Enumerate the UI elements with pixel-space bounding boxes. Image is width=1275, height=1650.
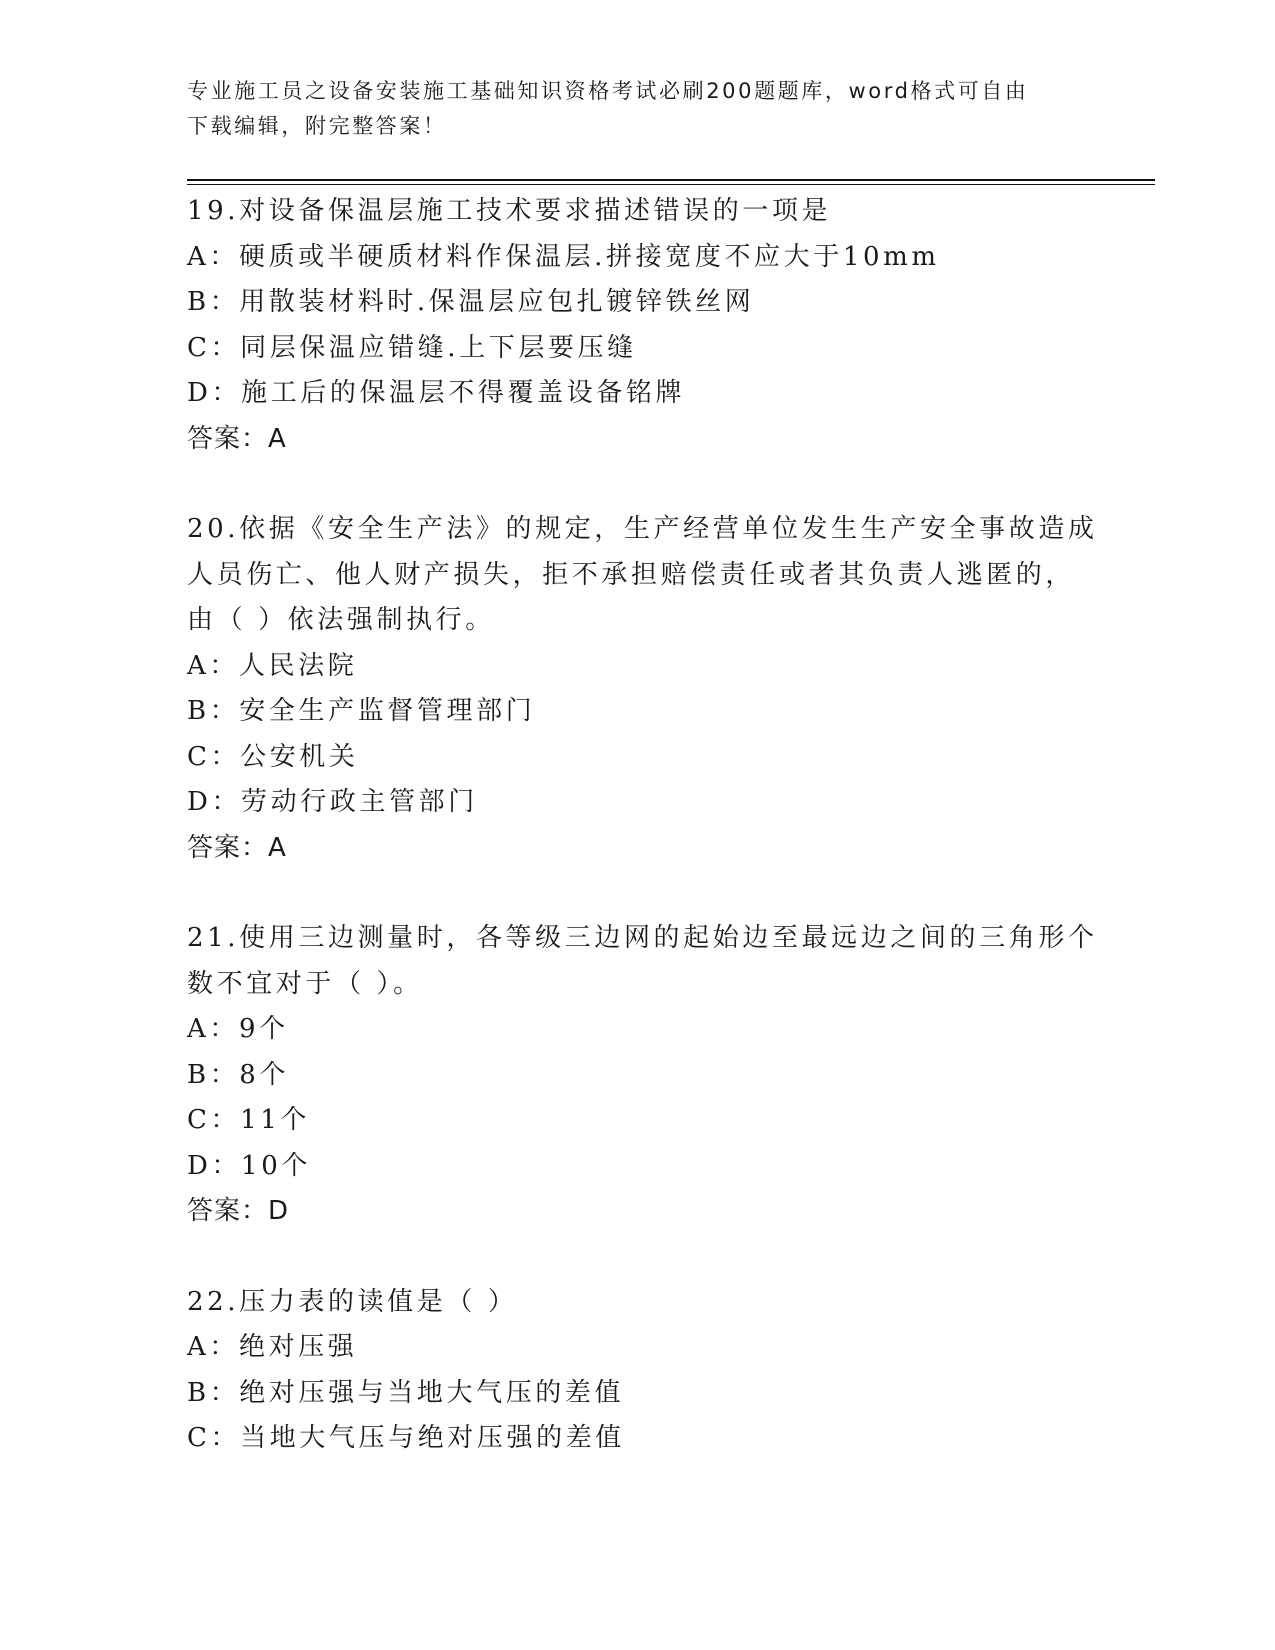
answer-label: 答案： <box>187 423 269 454</box>
question-stem: 数不宜对于（ ）。 <box>187 968 423 999</box>
option-d: D：施工后的保温层不得覆盖设备铭牌 <box>187 378 686 408</box>
option-b: B：用散装材料时.保温层应包扎镀锌铁丝网 <box>187 287 755 317</box>
question-stem: 20.依据《安全生产法》的规定，生产经营单位发生生产安全事故造成 <box>187 514 1098 544</box>
option-c: C：公安机关 <box>187 741 359 772</box>
option-a: A：9个 <box>187 1014 289 1044</box>
option-d: D：劳动行政主管部门 <box>187 787 478 817</box>
question-stem: 19.对设备保温层施工技术要求描述错误的一项是 <box>187 196 832 226</box>
option-b: B：绝对压强与当地大气压的差值 <box>187 1377 625 1408</box>
question-19 <box>187 189 1087 462</box>
option-c: C：11个 <box>187 1105 310 1135</box>
question-stem: 21.使用三边测量时，各等级三边网的起始边至最远边之间的三角形个 <box>187 923 1098 953</box>
question-22 <box>187 1280 1087 1462</box>
header-line-2: 下载编辑，附完整答案！ <box>187 114 447 138</box>
option-d: D：10个 <box>187 1150 311 1181</box>
header-divider-thin <box>187 184 1155 185</box>
question-stem: 由（ ）依法强制执行。 <box>187 605 495 635</box>
option-b: B：安全生产监督管理部门 <box>187 696 536 726</box>
option-a: A：硬质或半硬质材料作保温层.拼接宽度不应大于10mm <box>187 241 940 272</box>
option-c: C：同层保温应错缝.上下层要压缝 <box>187 332 637 363</box>
answer-value: D <box>268 1196 290 1226</box>
answer <box>187 417 1087 463</box>
answer <box>187 826 1087 872</box>
header-divider-thick <box>187 179 1155 181</box>
question-21 <box>187 916 1098 1235</box>
question-stem: 22.压力表的读值是（ ） <box>187 1286 518 1317</box>
question-stem: 人员伤亡、他人财产损失，拒不承担赔偿责任或者其负责人逃匿的， <box>187 559 1076 590</box>
document-header <box>187 74 1067 144</box>
option-a: A：绝对压强 <box>187 1332 358 1362</box>
question-list <box>187 189 1098 1507</box>
answer-value: A <box>268 832 287 863</box>
answer-label: 答案： <box>187 832 269 863</box>
option-b: B：8个 <box>187 1059 290 1090</box>
answer-value: A <box>268 423 287 454</box>
question-20 <box>187 507 1098 871</box>
option-a: A：人民法院 <box>187 650 358 681</box>
answer <box>187 1189 1087 1235</box>
header-line-1: 专业施工员之设备安装施工基础知识资格考试必刷200题题库，word格式可自由 <box>187 79 1029 103</box>
answer-label: 答案： <box>187 1196 269 1226</box>
option-c: C：当地大气压与绝对压强的差值 <box>187 1423 625 1453</box>
